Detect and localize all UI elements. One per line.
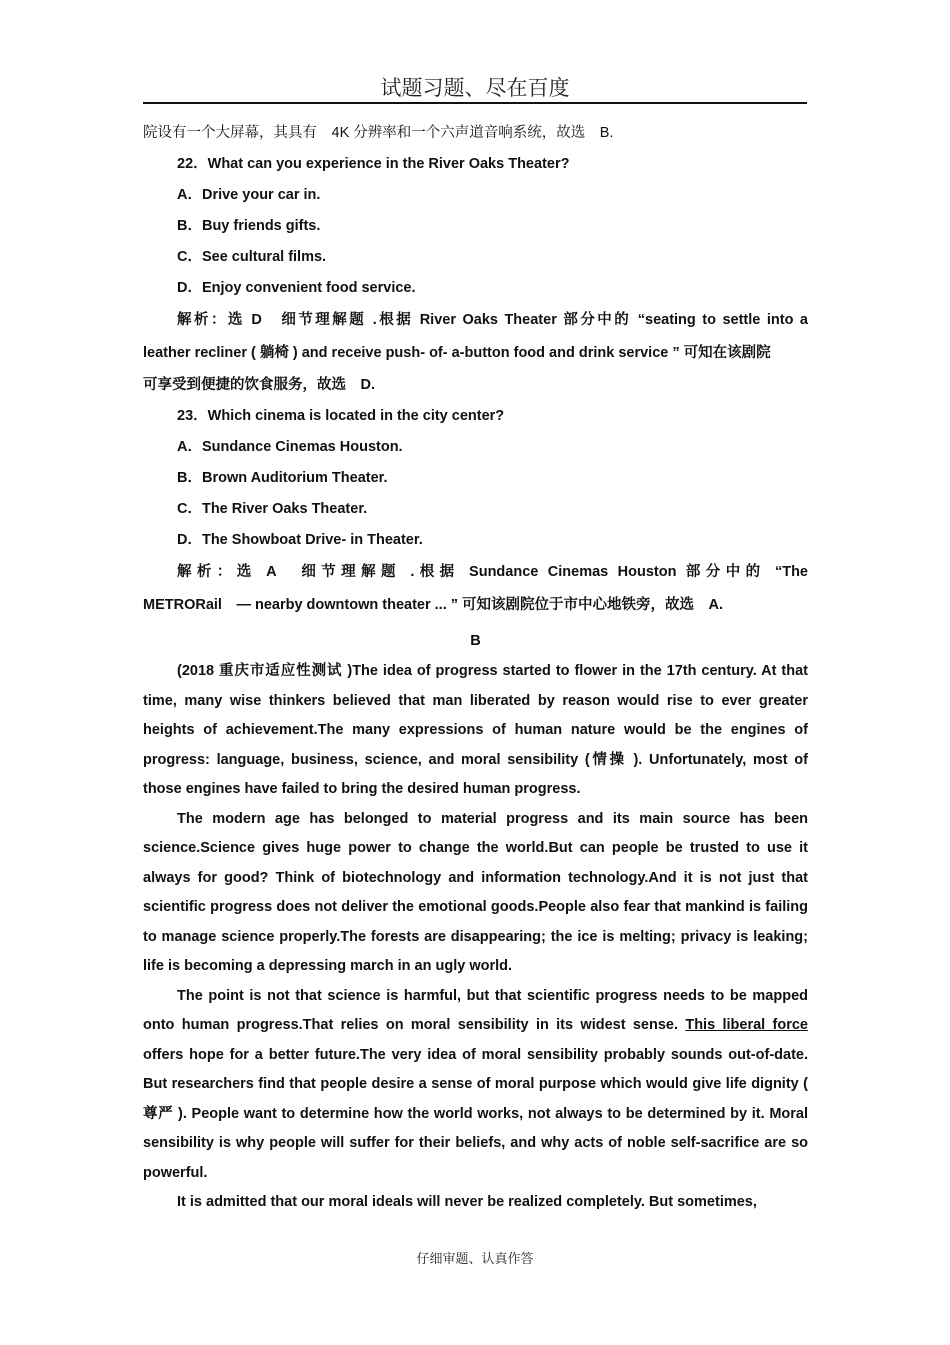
q22-analysis-line1: 解析：选 D 细节理解题 .根据 River Oaks Theater 部分中的 “seating to settle into a [177,312,808,328]
q22-option-a: A．Drive your car in. [177,187,321,203]
passage-paragraph-1 [143,657,808,805]
underlined-phrase: This liberal force [685,1017,808,1033]
section-label: B [470,633,481,649]
page-footer: 仔细审题、认真作答 [416,1252,534,1267]
paragraph-3-text-b: offers hope for a better future.The very idea of moral sensibility probably sounds out-of-date. But researchers find that people desire a sense of moral purpose which would give life dignity ( 尊严 ). People want to determine how the world works, not always to be determined by it. Moral sensibility is why people will suffer for their beliefs, and why acts of noble self-sacrifice are so powerful. [143,1046,808,1181]
paragraph-3-text-a: The point is not that science is harmful, but that scientific progress needs to be mapped onto human progress.That relies on moral sensibility in its widest sense. [143,987,808,1033]
q22-option-b: B．Buy friends gifts. [177,218,321,234]
q23-option-b: B．Brown Auditorium Theater. [177,470,388,486]
continuation-line: 院设有一个大屏幕，其具有 4K 分辨率和一个六声道音响系统，故选 B. [143,125,614,141]
q22-analysis-line2: leather recliner ( 躺椅 ) and receive push- of- a-button food and drink service ” 可知在该剧院 [143,345,771,361]
passage-paragraph-3 [143,982,808,1189]
header-divider [143,102,807,104]
passage-paragraph-4: It is admitted that our moral ideals will never be realized completely. But sometimes, [177,1194,757,1210]
document-body [143,118,808,1218]
q23-option-a: A．Sundance Cinemas Houston. [177,439,403,455]
q22-option-c: C．See cultural films. [177,249,327,265]
question-23: 23．Which cinema is located in the city center? [177,408,505,424]
q23-analysis-line1: 解析：选 A 细节理解题 .根据 Sundance Cinemas Houston 部分中的 “The [177,564,808,580]
q23-option-d: D．The Showboat Drive- in Theater. [177,532,423,548]
q23-option-c: C．The River Oaks Theater. [177,501,368,517]
passage-paragraph-2: The modern age has belonged to material progress and its main source has been science.Science gives huge power to change the world.But can people be trusted to use it always for good? Think of biotechnology and information technology.And it is not just that scientific progress does not deliver the emotional goods.People also fear that mankind is failing to manage science properly.The forests are disappearing; the ice is melting; privacy is leaking; life is becoming a depressing march in an ugly world. [143,810,808,974]
passage-source: (2018 重庆市适应性测试 ) [177,663,353,679]
q22-option-d: D．Enjoy convenient food service. [177,280,416,296]
q22-analysis-line3: 可享受到便捷的饮食服务，故选 D. [143,377,375,393]
question-22: 22．What can you experience in the River Oaks Theater? [177,156,570,172]
q23-analysis-line2: METRORail — nearby downtown theater ... ” 可知该剧院位于市中心地铁旁，故选 A. [143,597,724,613]
page-header-title: 试题习题、尽在百度 [380,76,570,100]
paragraph-1-text: The idea of progress started to flower in the 17th century. At that time, many wise thinkers believed that man liberated by reason would rise to ever greater heights of achievement.The many expressions of human nature would be the engines of progress: language, business, science, and moral sensibility (情操 ). Unfortunately, most of those engines have failed to bring the desired human progress. [143,663,808,797]
